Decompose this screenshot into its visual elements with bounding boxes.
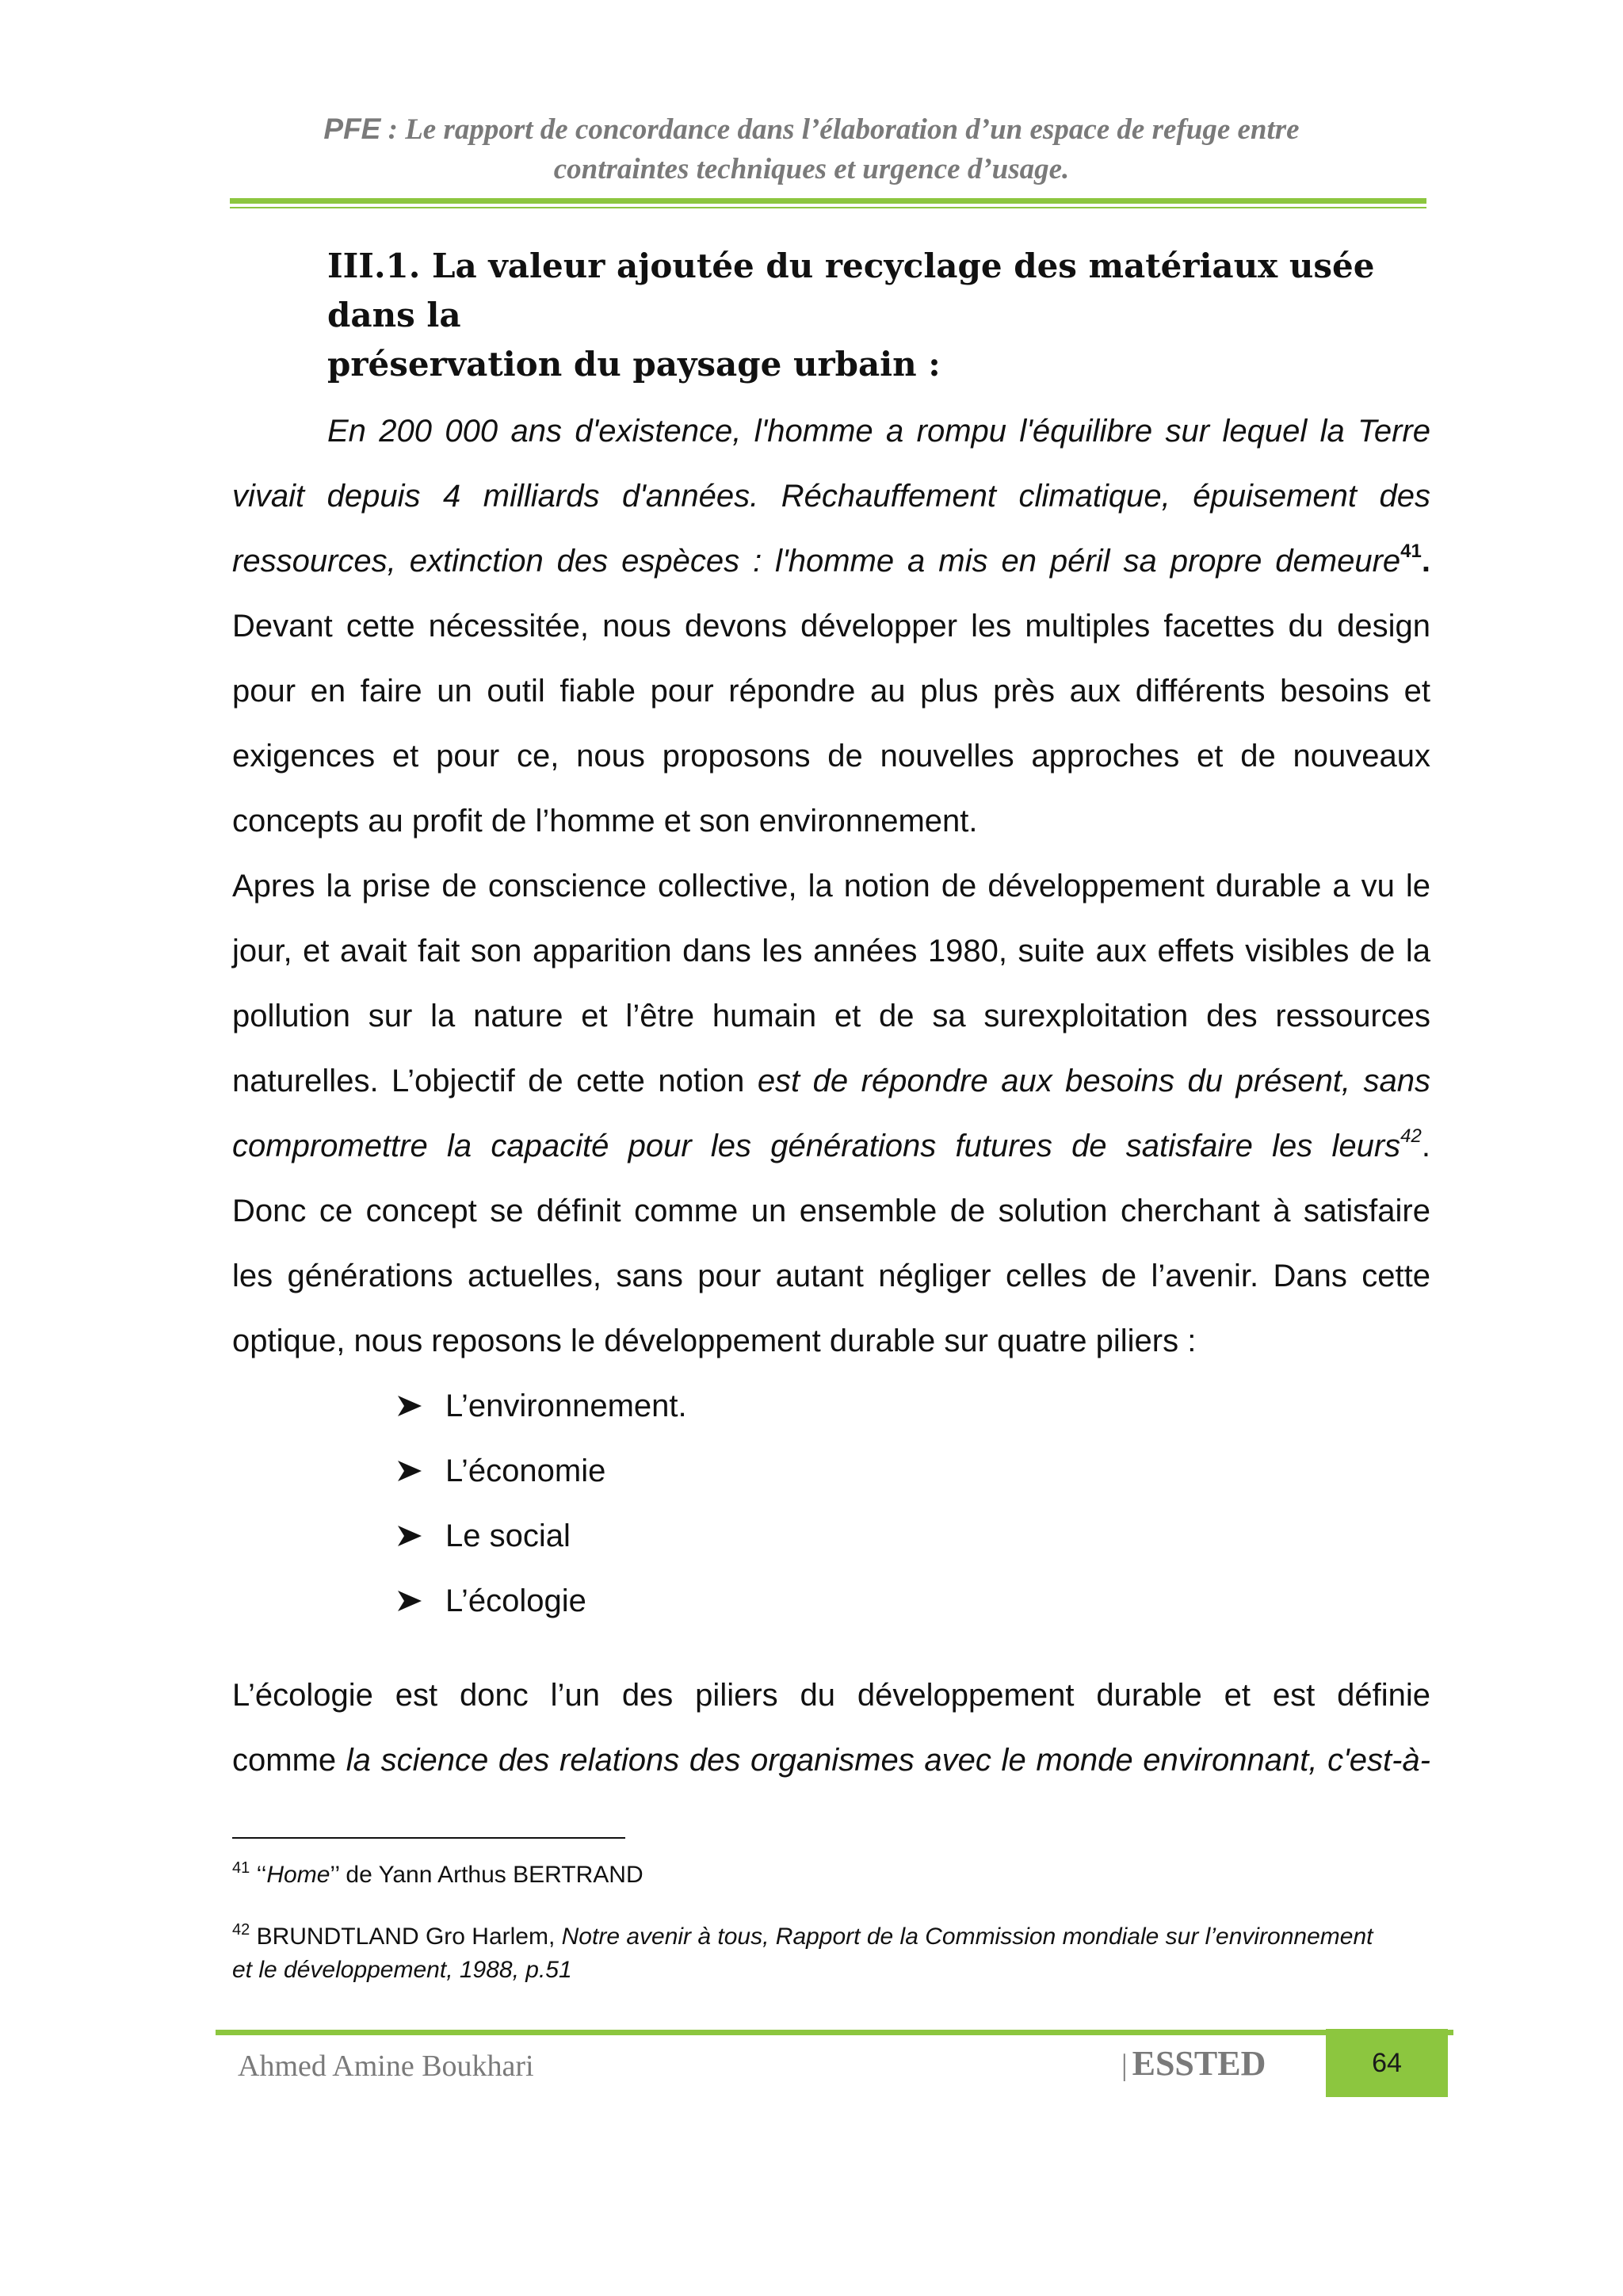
- p2-line-5-end: .: [1421, 1129, 1430, 1163]
- list-item: [396, 1373, 687, 1438]
- footer-rule: [216, 2030, 1453, 2035]
- header-rule-thin: [230, 207, 1426, 208]
- footer-school: [1121, 2043, 1266, 2084]
- header-line-2: contraintes techniques et urgence d’usage.: [553, 153, 1070, 185]
- header-title-part1: : Le rapport de concordance dans l’élaboration d’un espace de refuge entre: [380, 113, 1300, 146]
- p2-line-5-text: compromettre la capacité pour les générations futures de satisfaire les leurs: [232, 1129, 1401, 1163]
- footnote-42-number: 42: [232, 1921, 250, 1939]
- footnote-42-author: BRUNDTLAND Gro Harlem,: [250, 1924, 562, 1950]
- p1-line-2: vivait depuis 4 milliards d'années. Réchauffement climatique, épuisement des: [232, 479, 1430, 514]
- p2-line-6: Donc ce concept se définit comme un ensemble de solution cherchant à satisfaire: [232, 1194, 1430, 1228]
- list-item: [396, 1568, 687, 1633]
- footnote-41: [232, 1859, 1437, 1892]
- p2-line-4: [232, 1049, 1430, 1114]
- page-number: 64: [1326, 2029, 1448, 2097]
- list-item-label: L’économie: [445, 1454, 606, 1488]
- p3-line-2: [232, 1728, 1430, 1793]
- list-item-label: L’écologie: [445, 1584, 586, 1618]
- p1-line-3-end: .: [1421, 544, 1430, 579]
- p1-line-3-text: ressources, extinction des espèces : l'homme a mis en péril sa propre demeure: [232, 544, 1401, 579]
- p1-line-4: Devant cette nécessitée, nous devons développer les multiples facettes du design: [232, 609, 1430, 644]
- footer-author: Ahmed Amine Boukhari: [238, 2050, 534, 2083]
- footnote-41-title: Home: [266, 1862, 330, 1888]
- list-item: [396, 1438, 687, 1503]
- p2-line-7: les générations actuelles, sans pour autant négliger celles de l’avenir. Dans cette: [232, 1259, 1430, 1293]
- footnote-42-title-2: et le développement, 1988, p.51: [232, 1957, 572, 1983]
- heading-line-2: préservation du paysage urbain :: [327, 345, 941, 384]
- p1-line-5: pour en faire un outil fiable pour répondre au plus près aux différents besoins et: [232, 674, 1430, 709]
- arrow-bullet-icon: [396, 1394, 445, 1418]
- p3-line-2b: la science des relations des organismes avec le monde environnant, c'est-à-: [346, 1743, 1431, 1778]
- p1-line-7: concepts au profit de l’homme et son environnement.: [232, 804, 978, 839]
- p2-line-4b: est de répondre aux besoins du présent, sans: [757, 1064, 1431, 1098]
- list-item-label: L’environnement.: [445, 1389, 687, 1423]
- paragraph-1: [232, 399, 1430, 854]
- footer-school-name: ESSTED: [1132, 2044, 1266, 2083]
- footnote-41-number: 41: [232, 1859, 250, 1877]
- footnote-42-line-1: [232, 1920, 1437, 1954]
- footnote-41-rest: ’’ de Yann Arthus BERTRAND: [330, 1862, 643, 1888]
- p2-line-3: pollution sur la nature et l’être humain et de sa surexploitation des ressources: [232, 999, 1430, 1033]
- footer-separator: |: [1121, 2049, 1128, 2082]
- footnote-42-title-1: Notre avenir à tous, Rapport de la Commission mondiale sur l’environnement: [561, 1924, 1373, 1950]
- list-item: [396, 1503, 687, 1568]
- heading-line-1: III.1. La valeur ajoutée du recyclage des matériaux usée dans la: [327, 246, 1375, 334]
- paragraph-3: [232, 1663, 1430, 1793]
- p1-line-6: exigences et pour ce, nous proposons de nouvelles approches et de nouveaux: [232, 739, 1430, 774]
- footnote-41-quote: ‘‘: [250, 1862, 267, 1888]
- arrow-bullet-icon: [396, 1524, 445, 1548]
- p1-line-3: [232, 529, 1430, 594]
- header-pfe: PFE: [323, 113, 381, 145]
- p2-line-4a: naturelles. L’objectif de cette notion: [232, 1064, 758, 1098]
- p3-line-2a: comme: [232, 1743, 346, 1778]
- header-rule-thick: [230, 198, 1426, 204]
- pillars-list: [396, 1373, 687, 1633]
- p3-line-1: L’écologie est donc l’un des piliers du développement durable et est définie: [232, 1678, 1430, 1713]
- arrow-bullet-icon: [396, 1459, 445, 1483]
- p2-line-2: jour, et avait fait son apparition dans les années 1980, suite aux effets visibles de la: [232, 934, 1430, 968]
- footnote-separator: [232, 1837, 625, 1839]
- section-heading: [327, 242, 1437, 389]
- list-item-label: Le social: [445, 1519, 571, 1553]
- footnote-42: [232, 1920, 1437, 1987]
- p2-line-8: optique, nous reposons le développement durable sur quatre piliers :: [232, 1324, 1197, 1358]
- page-header: [0, 109, 1623, 189]
- paragraph-2: [232, 854, 1430, 1373]
- p2-line-1: Apres la prise de conscience collective, la notion de développement durable a vu le: [232, 869, 1430, 904]
- footnote-ref-42[interactable]: 42: [1400, 1125, 1422, 1147]
- arrow-bullet-icon: [396, 1589, 445, 1613]
- footnote-ref-41[interactable]: 41: [1400, 541, 1422, 562]
- p2-line-5: [232, 1114, 1430, 1179]
- header-line-1: [0, 109, 1623, 150]
- p1-line-1: En 200 000 ans d'existence, l'homme a rompu l'équilibre sur lequel la Terre: [327, 414, 1430, 449]
